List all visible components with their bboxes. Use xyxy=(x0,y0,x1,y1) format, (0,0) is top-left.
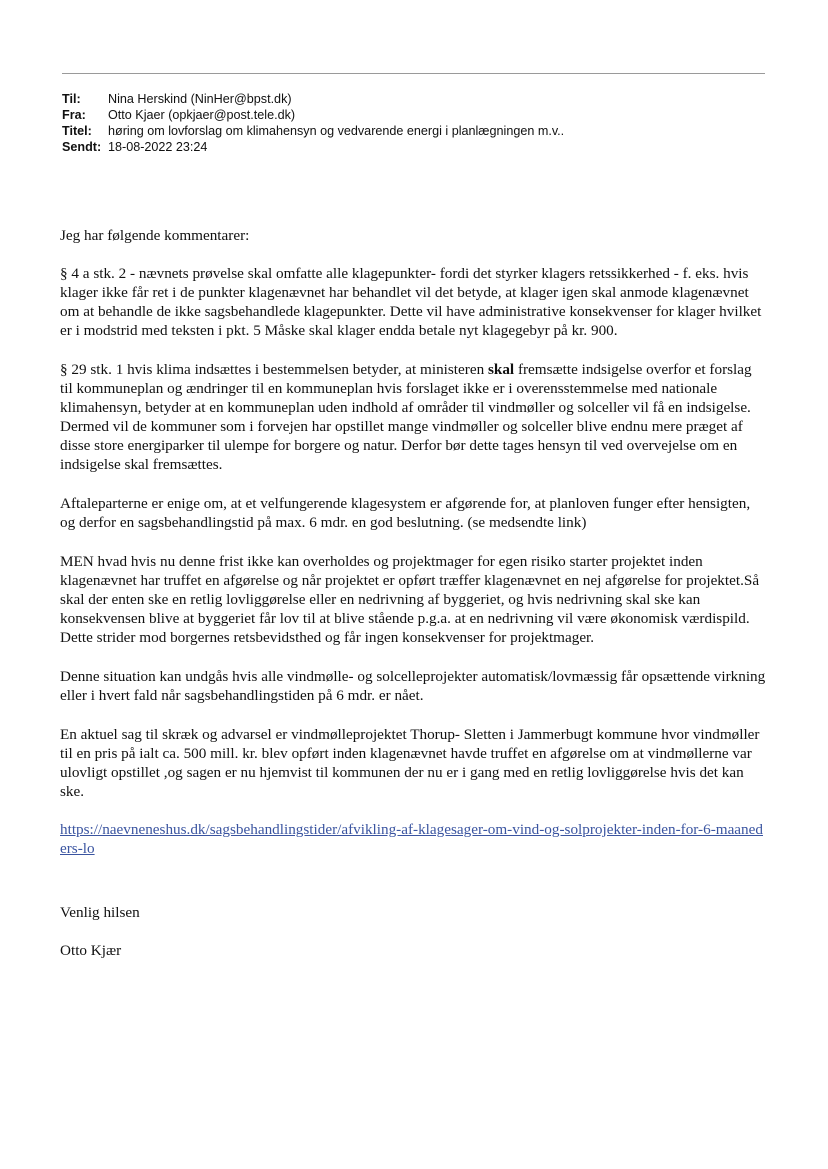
greeting: Venlig hilsen xyxy=(60,904,140,921)
paragraph-men: MEN hvad hvis nu denne frist ikke kan overholdes og projektmager for egen risiko starter projektet inden klagenævnet har truffet en afgørelse og når projektet er opført træffer klagenævnet en nej afgørelse for projektet.Så skal der enten ske en retlig lovliggørelse eller en nedrivning af byggeriet, og hvis nedrivning skal ske kan konsekvensen blive at byggeriet får lov til at blive stående p.g.a. at en nedrivning vil være økonomisk værdispild. Dette strider mod borgernes retsbevidsthed og får ingen konsekvenser for projektmager. xyxy=(60,553,760,646)
title-value: høring om lovforslag om klimahensyn og vedvarende energi i planlægningen m.v.. xyxy=(108,124,565,138)
paragraph-4a: § 4 a stk. 2 - nævnets prøvelse skal omfatte alle klagepunkter- fordi det styrker klagers retssikkerhed - f. eks. hvis klager ikke får ret i de punkter klagenævnet har behandlet vil det betyde, at klager igen skal anmode klagenævnet om at behandle de ikke sagsbehandlede klagepunkter. Dette vil have administrative konsekvenser for klager hvilket er i modstrid med teksten i pkt. 5 Måske skal klager endda betale nyt klagegebyr på kr. 900. xyxy=(60,265,762,339)
to-label: Til: xyxy=(62,92,81,106)
email-header xyxy=(62,91,782,155)
sent-row xyxy=(62,139,782,155)
header-divider xyxy=(62,73,765,74)
paragraph-situation: Denne situation kan undgås hvis alle vindmølle- og solcelleprojekter automatisk/lovmæssig får opsættende virkning eller i hvert fald når sagsbehandlingstiden på 6 mdr. er nået. xyxy=(60,668,766,704)
sender-name: Otto Kjær xyxy=(60,942,122,959)
title-row xyxy=(62,123,782,139)
paragraph-29-bold: skal xyxy=(487,361,515,378)
reference-link-paragraph xyxy=(60,820,766,858)
sent-label: Sendt: xyxy=(62,140,102,154)
paragraph-29-end: fremsætte indsigelse overfor et forslag til kommuneplan og ændringer til en kommuneplan hvis forslaget ikke er i overensstemmelse med nationale klimahensyn, betyder at en kommuneplan uden indhold af områder til vindmøller og solceller vil få en indsigelse. Dermed vil de kommuner som i forvejen har opstillet mange vindmøller og solceller blive endnu mere præget af disse store energiparker til ulempe for borgere og natur. Derfor bør dette tages hensyn til ved overvejelse om en indsigelse skal fremsættes. xyxy=(60,361,752,473)
sent-value: 18-08-2022 23:24 xyxy=(108,140,208,154)
from-label: Fra: xyxy=(62,108,86,122)
to-value: Nina Herskind (NinHer@bpst.dk) xyxy=(108,92,292,106)
signoff xyxy=(60,903,140,960)
from-value: Otto Kjaer (opkjaer@post.tele.dk) xyxy=(108,108,296,122)
reference-link[interactable]: https://naevneneshus.dk/sagsbehandlingstider/afvikling-af-klagesager-om-vind-og-solprojekter-inden-for-6-maaneders-lo xyxy=(60,821,763,857)
paragraph-29-start: § 29 stk. 1 hvis klima indsættes i bestemmelsen betyder, at ministeren xyxy=(60,361,488,378)
title-label: Titel: xyxy=(62,124,92,138)
from-row xyxy=(62,107,782,123)
intro-paragraph: Jeg har følgende kommentarer: xyxy=(60,227,250,244)
paragraph-29 xyxy=(60,360,766,474)
paragraph-aktuel-sag: En aktuel sag til skræk og advarsel er vindmølleprojektet Thorup- Sletten i Jammerbugt kommune hvor vindmøller til en pris på ialt ca. 500 mill. kr. blev opført inden klagenævnet havde truffet en afgørelse om at vindmøllerne var ulovligt opstillet ,og sagen er nu hjemvist til kommunen der nu er i gang med en retlig lovliggørelse hvis det kan ske. xyxy=(60,726,760,800)
email-body xyxy=(60,226,766,858)
paragraph-aftaleparterne: Aftaleparterne er enige om, at et velfungerende klagesystem er afgørende for, at planloven funger efter hensigten, og derfor en sagsbehandlingstid på max. 6 mdr. en god beslutning. (se medsendte link) xyxy=(60,495,751,531)
to-row xyxy=(62,91,782,107)
